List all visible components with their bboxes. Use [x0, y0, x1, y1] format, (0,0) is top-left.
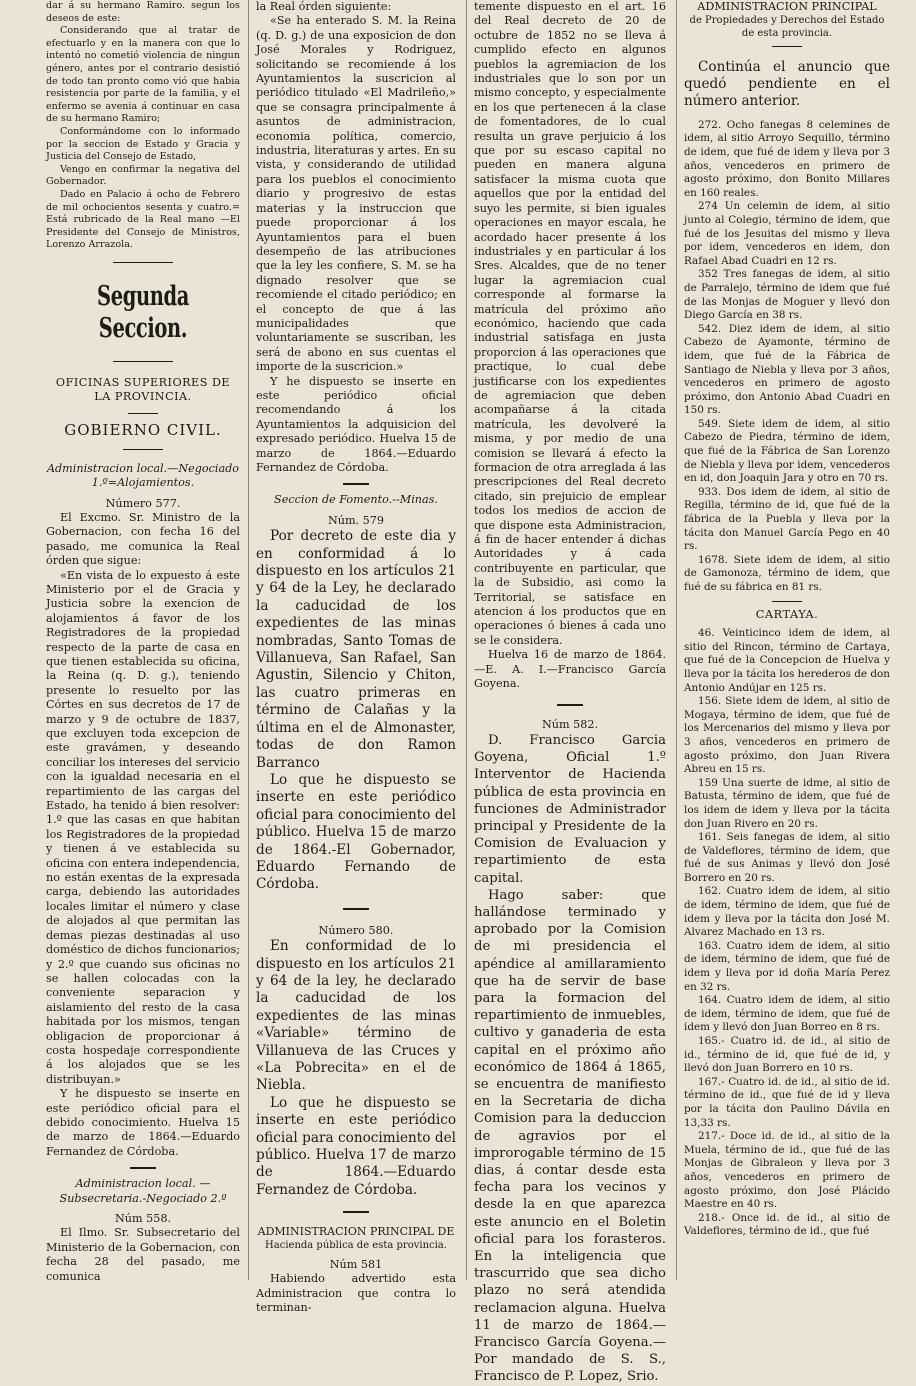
order-end: Y he dispuesto se inserte en este periódico oficial recomendando á los Ayuntamientos la adquisicion del expresado periódico. Huelva 15 de marzo de 1864.—Eduardo Fernandez de Córdoba. [256, 374, 456, 474]
section-title: Segunda Seccion. [97, 280, 189, 344]
decree-vengo: Vengo en confirmar la negativa del Gobernador. [46, 163, 240, 188]
para-582-body: Hago saber: que hallándose terminado y aprobado por la Comision de mi presidencia el apéndice al amillaramiento que ha de servir de base para la formacion del repartimiento de inmuebles, cultivo y ganaderia de esta capital en el próximo año económico de 1864 á 1865, se encuentra de manifiesto en la Secretaria de dicha Comision para la deduccion de agravios por el improrogable término de 15 dias, á contar desde esta fecha para los vecinos y desde la en que aparezca este anuncio en el Boletin oficial para los forasteros. En la inteligencia que trascurrido que sea dicho plazo no será atendida reclamacion alguna. Huelva 11 de marzo de 1864.—Francisco García Goyena.—Por mandado de S. S., Francisco de P. Lopez, Srio. [474, 887, 666, 1385]
gobierno-civil-heading: GOBIERNO CIVIL. [64, 420, 222, 439]
column-3 [474, 0, 666, 1385]
entries-list [684, 119, 890, 595]
entry-item: 272. Ocho fanegas 8 celemines de idem, al sitio Arroyo Sequillo, término de idem, que fué de idem y lleva por 3 años, vencederos en primero de agosto próximo, don Bonito Millares en 160 reales. [684, 118, 890, 199]
entry-item: 165.- Cuatro id. de id., al sitio de id., término de id, que fué de id, y llevó don Juan Borrero en 10 rs. [684, 1035, 890, 1075]
entry-item: 549. Siete idem de idem, al sitio Cabezo de Piedra, término de idem, que fué de la Fábrica de San Lorenzo de Niebla y lleva por idem, vencederos en id, don Joaquin Jara y otro en 70 rs. [684, 417, 890, 485]
entry-item: 352 Tres fanegas de idem, al sitio de Parralejo, término de idem que fué de las Monjas de Moguer y llevó don Diego García en 38 rs. [684, 268, 890, 322]
column-2 [256, 0, 456, 1315]
column-4 [684, 0, 890, 1280]
adm-heading: ADMINISTRACION PRINCIPAL DE [257, 1225, 455, 1239]
divider [343, 908, 369, 910]
divider [128, 413, 158, 414]
divider [113, 262, 173, 263]
cartaya-heading: CARTAYA. [755, 606, 819, 621]
adm-subheading: Hacienda pública de esta provincia. [265, 1239, 447, 1251]
divider [772, 601, 802, 602]
fomento-heading: Seccion de Fomento.--Minas. [274, 493, 438, 507]
divider [113, 361, 173, 362]
column-rule [248, 0, 249, 1280]
number-579: Núm. 579 [327, 513, 385, 527]
divider [557, 704, 583, 706]
para-579: Por decreto de este dia y en conformidad á lo dispuesto en los artículos 21 y 64 de la Ley, he declarado la caducidad de los expedientes de las minas nombradas, Santo Tomas de Villanueva, San Rafael, San Agustin, Silencio y Chiton, las cuatro primeras en término de Calañas y la última en el de Almonaster, todas de don Ramon Barranco [256, 528, 456, 771]
para-577-body: «En vista de lo expuesto á este Ministerio por el de Gracia y Justicia sobre la exencion de alojamientos á favor de los Registradores de la propiedad respecto de la parte de casa en que tienen establecida su oficina, la Reina (q. D. g.), teniendo presente lo resuelto por las Córtes en sus decretos de 17 de marzo y 9 de octubre de 1837, que excluyen toda excepcion de este gravámen, y deseando conciliar los intereses del servicio con la igualdad necesaria en el repartimiento de las cargas del Estado, ha tenido á bien resolver: 1.º que las casas en que habitan los Registradores de la propiedad y tienen á ve establecida su oficina con entera independencia, no están exentas de la expresada carga, debiendo las autoridades locales limitar el número y clase de alojados al que permitan las demas piezas destinadas al uso doméstico de dichos funcionarios; y 2.º que cuando sus oficinas no se hallen colocadas con la conveniente separacion y aislamiento del resto de la casa habitada por los mismos, tengan obligacion de proporcionar á costa hospedaje correspondiente á los alojados que se les distribuyan.» [46, 568, 240, 1086]
entry-item: 156. Siete idem de idem, al sitio de Mogaya, término de idem, que fué de los Mercenarios del mismo y lleva por 3 años, vencederos en primero de agosto próximo, don Juan Rivera Abreu en 15 rs. [684, 695, 890, 776]
para-577-intro: El Excmo. Sr. Ministro de la Gobernacion, con fecha 16 del pasado, me comunica la Real órden que sigue: [46, 510, 240, 568]
adm-principal-title: ADMINISTRACION PRINCIPAL [697, 0, 877, 13]
offices-heading: OFICINAS SUPERIORES DE LA PROVINCIA. [55, 375, 231, 404]
entry-item: 218.- Once id. de id., al sitio de Valdeflores, término de id., que fué [684, 1211, 890, 1238]
column-rule [466, 0, 467, 1280]
order-intro: la Real órden siguiente: [256, 0, 392, 13]
entry-item: 217.- Doce id. de id., al sitio de la Muela, término de id., que fué de las Monjas de Gibraleon y lleva por 3 años, vencederos en primero de agosto próximo, don José Plácido Maestre en 40 rs. [684, 1130, 890, 1211]
number-577: Número 577. [105, 496, 181, 510]
entry-item: 159 Una suerte de idme, al sitio de Batusta, término de idem, que fué de los idem de idem y lleva por la tácita don Juan Rivero en 20 rs. [684, 776, 890, 830]
admin2-heading: Administracion local. —Subsecretaria.-Negociado 2.º [59, 1177, 227, 1205]
para-577-end: Y he dispuesto se inserte en este periódico oficial para el debido conocimiento. Huelva 15 de marzo de 1864.—Eduardo Fernandez de Córdoba. [46, 1087, 240, 1158]
entry-item: 167.- Cuatro id. de id., al sitio de id. término de id., que fué de id y lleva por la tácita don Paulino Dávila en 13,33 rs. [684, 1075, 890, 1129]
para-582-intro: D. Francisco Garcia Goyena, Oficial 1.º Interventor de Hacienda pública de esta provincia en funciones de Administrador principal y Presidente de la Comision de Evaluacion y repartimiento de esta capital. [474, 732, 666, 886]
divider [343, 1211, 369, 1213]
entry-item: 274 Un celemin de idem, al sitio junto al Colegio, término de idem, que fué de los Jesuitas del mismo y lleva por idem, vencederos en idem, don Rafael Abad Cuadri en 12 rs. [684, 200, 890, 267]
divider [130, 1167, 156, 1169]
number-582: Núm 582. [541, 717, 599, 731]
decree-tail: dar á su hermano Ramiro. segun los deseos de este: [46, 0, 240, 24]
column-rule [676, 0, 677, 1280]
divider [123, 449, 163, 450]
para-581: Habiendo advertido esta Administracion que contra lo terminan- [256, 1272, 456, 1315]
para-580: En conformidad de lo dispuesto en los artículos 21 y 64 de la ley, he declarado la caducidad de los expedientes de las minas «Variable» término de Villanueva de las Cruces y «La Pobrecita» en el de Niebla. [256, 938, 456, 1094]
entry-item: 542. Diez idem de idem, al sitio Cabezo de Ayamonte, término de idem, que fué de la Fábrica de Santiago de Niebla y lleva por 3 años, vencederos en primero de agosto próximo, don Antonio Abad Cuadri en 150 rs. [684, 322, 890, 417]
entry-item: 933. Dos idem de idem, al sitio de Regilla, término de id, que fué de la fábrica de la Puebla y lleva por la tácita don Manuel García Pego en 40 rs. [684, 485, 890, 553]
adm-principal-sub: de Propiedades y Derechos del Estado de esta provincia. [689, 14, 885, 39]
entry-item: 1678. Siete idem de idem, al sitio de Gamonoza, término de idem, que fué de su fábrica en 81 rs. [684, 553, 890, 593]
entries-list [684, 627, 890, 1239]
entry-item: 161. Seis fanegas de idem, al sitio de Valdeflores, término de idem, que fué de sus Animas y llevó don José Borrero en 20 rs. [684, 831, 890, 884]
para-580-end: Lo que he dispuesto se inserte en este periódico oficial para conocimiento del público. Huelva 17 de marzo de 1864.—Eduardo Fernandez de Córdoba. [256, 1094, 456, 1198]
entry-item: 164. Cuatro idem de idem, al sitio de idem, término de idem, que fué de idem y llevó don Juan Borreo en 8 rs. [684, 994, 890, 1034]
number-558: Núm 558. [114, 1212, 172, 1225]
para-581-cont: temente dispuesto en el art. 16 del Real decreto de 20 de octubre de 1852 no se lleva á cumplido efecto en algunos pueblos la agremiacion de los industriales que lo son por un mismo concepto, y especialmente en los que pertenecen á la clase de fomentadores, de lo cual resulta un grave perjuicio á los que por su escaso capital no pueden en manera alguna satisfacer la misma cuota que aquellos que por la entidad del suyo les permite, si bien iguales operaciones en mayor escala, he acordado hacer presente á los industriales y en particular á los Sres. Alcaldes, que de no tener lugar la agremiacion cual corresponde al formarse la matrícula del próximo año económico, haciendo que cada industrial satisfaga en justa proporcion á las operaciones que practique, lo cual debe justificarse con los expedientes de agremiacion que deben acompañarse á la citada matrícula, les devolveré la misma, y por medio de una comision se llevará á efecto la formacion de otra arreglada á las prescripciones del Real decreto citado, sin prejuicio de emplear todos los medios de accion de que dispone esta Administracion, á fin de hacer entender á dichas Autoridades y á cada contribuyente en particular, que la de Subsidio, asi como la Territorial, se satisface en atencion á los productos que en operaciones ó bienes á cada uno se le considera. [474, 0, 666, 647]
decree-conformandome: Conformándome con lo informado por la seccion de Estado y Gracia y Justicia del Consejo de Estado, [46, 125, 240, 163]
decree-considerando: Considerando que al tratar de efectuarlo y en la manera con que lo intentó no cometió violencia de ningun género, antes por el contrario desistió de todo tan pronto como vió que habia resistencia por parte de la familia, y el enfermo se avenia á continuar en casa de su hermano Ramiro; [46, 25, 240, 125]
signoff-581: Huelva 16 de marzo de 1864. —E. A. I.—Francisco García Goyena. [474, 648, 666, 691]
divider [772, 46, 802, 47]
entry-item: 162. Cuatro idem de idem, al sitio de idem, término de idem, que fué de idem y lleva por la tácita don José M. Alvarez Machado en 13 rs. [684, 885, 890, 939]
para-579-end: Lo que he dispuesto se inserte en este periódico oficial para conocimiento del público. Huelva 15 de marzo de 1864.-El Gobernador, Eduardo Fernando de Córdoba. [256, 771, 456, 893]
decree-signature: Dado en Palacio á ocho de Febrero de mil ochocientos sesenta y cuatro.= Está rubricado de la Real mano —El Presidente del Consejo de Ministros, Lorenzo Arrazola. [46, 188, 240, 251]
number-581: Núm 581 [329, 1257, 383, 1271]
order-body: «Se ha enterado S. M. la Reina (q. D. g.) de una exposicion de don José Morales y Rodriguez, solicitando se recomiende á los Ayuntamientos la suscricion al periódico titulado «El Madrileño,» que se consagra principalmente á asuntos de administracion, economia política, comercio, industria, literaturas y artes. En su vista, y considerando de utilidad para los pueblos el conocimiento diario y progresivo de estas materias y la instruccion que puede proporcionar á los Ayuntamientos para el buen desempeño de las atribuciones que la ley les confiere, S. M. se ha dignado resolver que se recomiende el citado periódico; en el concepto de que á las municipalidades que voluntariamente se suscriban, les será de abono en sus cuentas el importe de la suscricion.» [256, 14, 456, 374]
para-558: El Ilmo. Sr. Subsecretario del Ministerio de la Gobernacion, con fecha 28 del pasado, me comunica [46, 1226, 240, 1283]
admin-heading: Administracion local.—Negociado 1.º=Alojamientos. [46, 461, 240, 490]
number-580: Número 580. [318, 923, 394, 937]
entry-item: 163. Cuatro idem de idem, al sitio de idem, término de idem, que fué de idem y lleva por id doña María Perez en 32 rs. [684, 939, 890, 993]
column-1 [46, 0, 240, 1283]
continua-notice: Continúa el anuncio que quedó pendiente en el número anterior. [684, 58, 890, 110]
entry-item: 46. Veinticinco idem de idem, al sitio del Rincon, término de Cartaya, que fué de la Concepcion de Huelva y lleva por la tácita los herederos de don Antonio Andújar en 125 rs. [684, 627, 890, 694]
divider [343, 483, 369, 485]
